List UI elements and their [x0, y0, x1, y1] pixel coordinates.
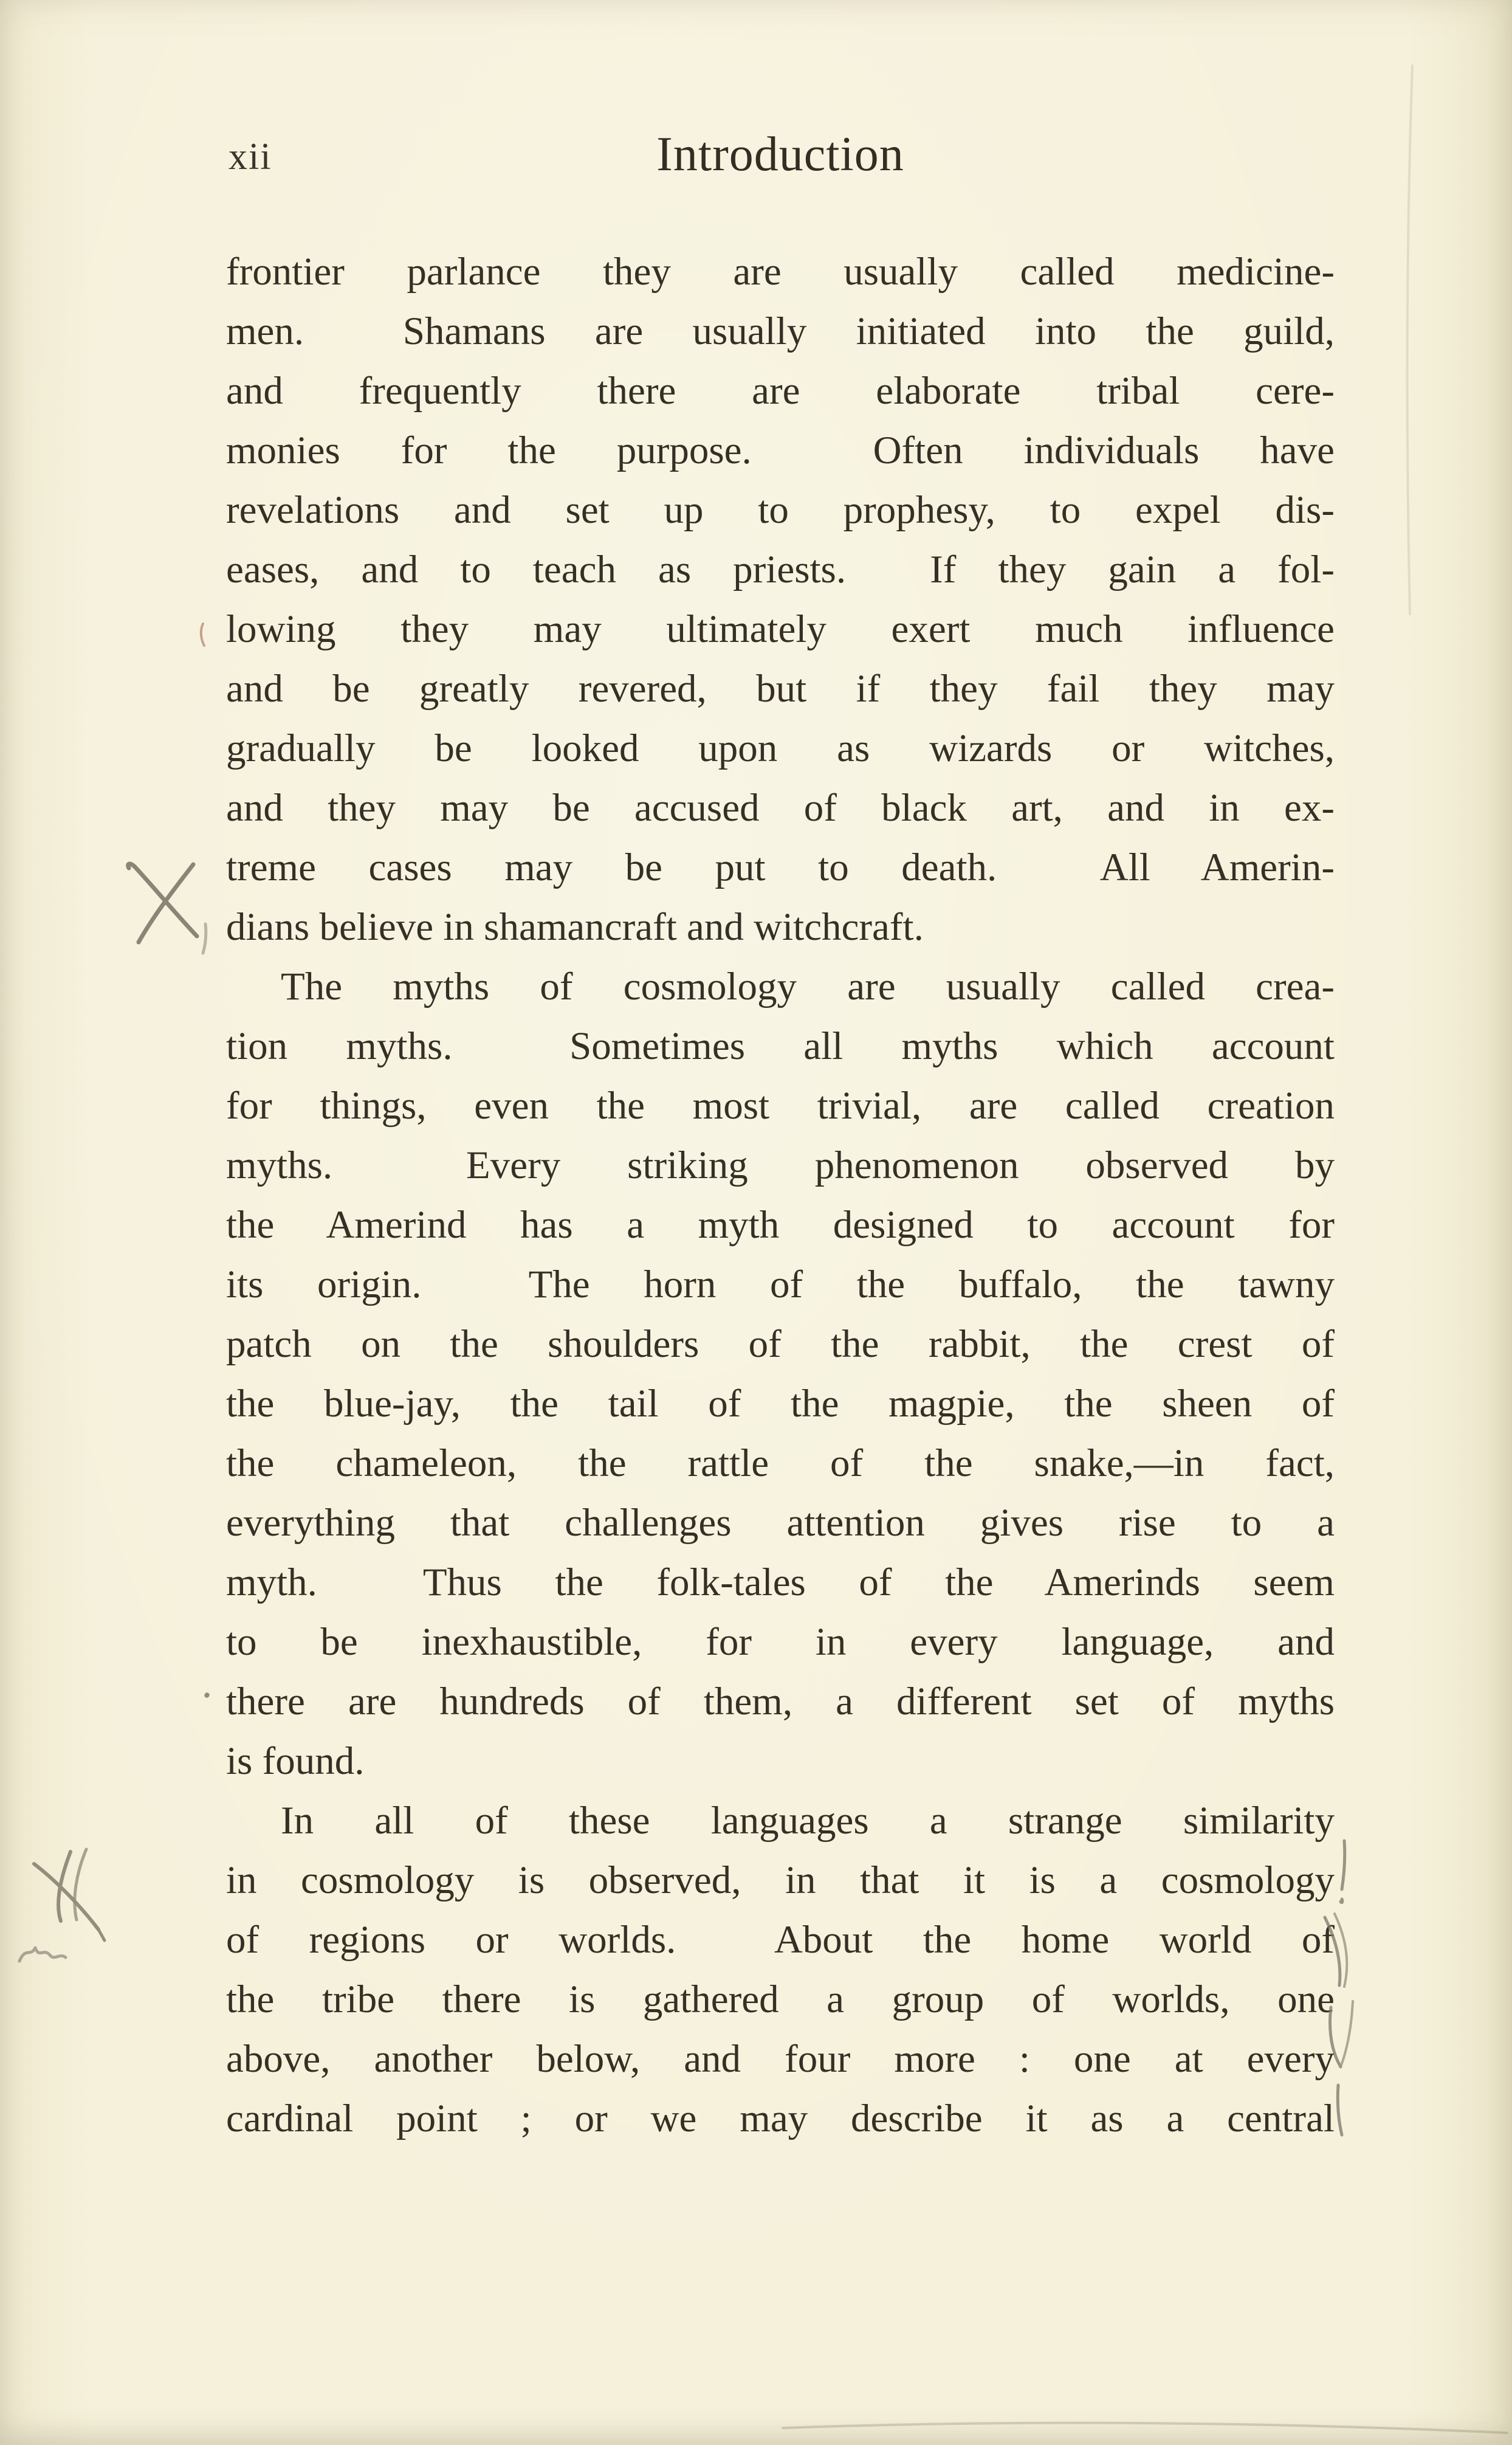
text-line: frontier parlance they are usually called medicine-: [226, 250, 1335, 294]
text-line: treme cases may be put to death. All Amerin-: [226, 846, 1335, 889]
paragraph: [226, 1791, 1335, 2148]
text-line: gradually be looked upon as wizards or witches,: [226, 726, 1335, 770]
text-line: and be greatly revered, but if they fail they may: [226, 667, 1335, 711]
text-line: for things, even the most trivial, are called creation: [226, 1084, 1335, 1128]
text-line: of regions or worlds. About the home world of: [226, 1918, 1335, 1962]
paper-crease: [1386, 61, 1434, 620]
text-line: in cosmology is observed, in that it is a cosmology: [226, 1858, 1335, 1902]
text-line: everything that challenges attention gives rise to a: [226, 1501, 1335, 1545]
pencil-x-mark-icon: [120, 851, 218, 960]
page-title: Introduction: [656, 128, 904, 181]
page-number: xii: [229, 136, 272, 178]
text-line: revelations and set up to prophesy, to expel dis-: [226, 488, 1335, 532]
text-line: above, another below, and four more : one at every: [226, 2037, 1335, 2081]
text-line: the blue-jay, the tail of the magpie, the sheen of: [226, 1382, 1335, 1426]
paragraph: [226, 957, 1335, 1791]
text-line: men. Shamans are usually initiated into the guild,: [226, 309, 1335, 353]
text-line: cardinal point ; or we may describe it as a central: [226, 2097, 1335, 2140]
page-header: [226, 122, 1335, 182]
red-tick-icon: [196, 621, 211, 648]
text-line: myth. Thus the folk-tales of the Amerinds seem: [226, 1560, 1335, 1604]
text-line: its origin. The horn of the buffalo, the tawny: [226, 1263, 1335, 1306]
body-text: [226, 242, 1335, 2148]
text-line: The myths of cosmology are usually called crea-: [281, 965, 1335, 1009]
text-line: patch on the shoulders of the rabbit, the crest of: [226, 1322, 1335, 1366]
paragraph: [226, 242, 1335, 957]
text-line: there are hundreds of them, a different set of myths: [226, 1680, 1335, 1723]
text-line: tion myths. Sometimes all myths which account: [226, 1024, 1335, 1068]
text-line: and frequently there are elaborate tribal cere-: [226, 369, 1335, 413]
text-line: to be inexhaustible, for in every language, and: [226, 1620, 1335, 1664]
pencil-dot-icon: [201, 1689, 214, 1702]
pencil-scribble-icon: [12, 1842, 219, 1994]
text-line: the Amerind has a myth designed to account for: [226, 1203, 1335, 1247]
text-line: myths. Every striking phenomenon observed by: [226, 1143, 1335, 1187]
page-edge-line: [778, 2407, 1512, 2445]
text-line: the tribe there is gathered a group of worlds, one: [226, 1978, 1335, 2021]
text-line: dians believe in shamancraft and witchcraft.: [226, 905, 924, 949]
text-line: the chameleon, the rattle of the snake,—in fact,: [226, 1441, 1335, 1485]
text-line: In all of these languages a strange similarity: [281, 1799, 1335, 1843]
text-line: eases, and to teach as priests. If they gain a fol-: [226, 548, 1335, 591]
text-line: monies for the purpose. Often individuals have: [226, 429, 1335, 472]
text-line: is found.: [226, 1739, 365, 1783]
text-line: and they may be accused of black art, and in ex-: [226, 786, 1335, 830]
text-line: lowing they may ultimately exert much influence: [226, 607, 1335, 651]
